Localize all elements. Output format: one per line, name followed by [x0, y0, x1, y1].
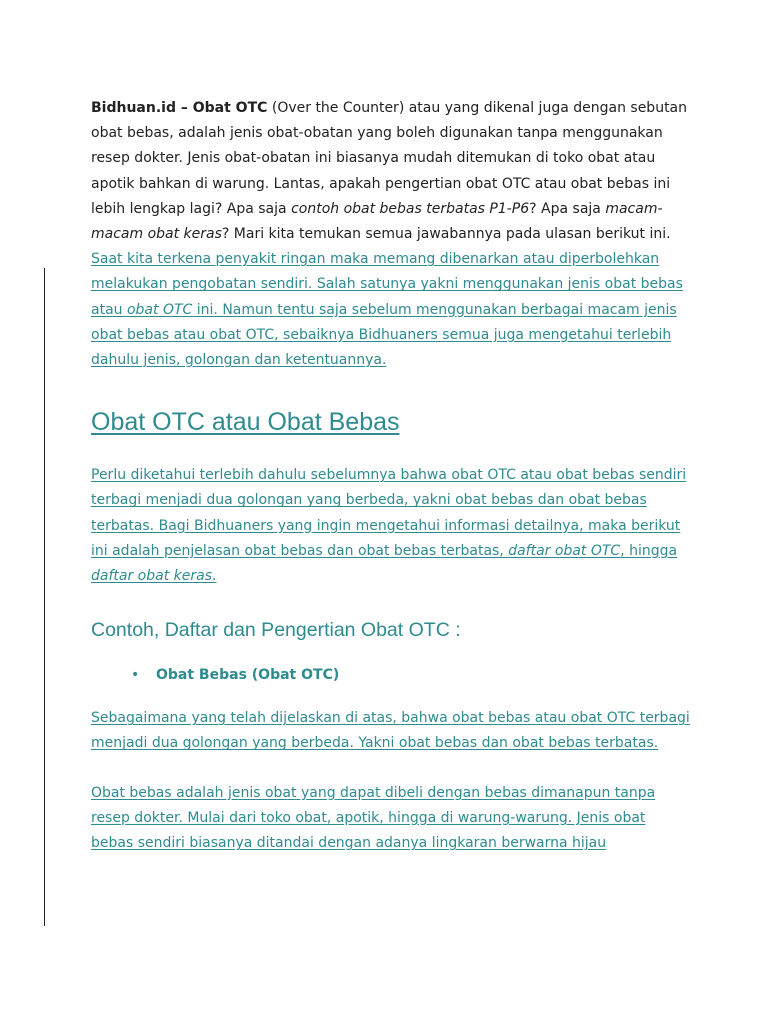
- heading-contoh-daftar: Contoh, Daftar dan Pengertian Obat OTC :: [91, 619, 461, 642]
- topic-name: Obat OTC: [192, 100, 268, 116]
- bullet-icon: •: [131, 667, 140, 684]
- margin-rule: [44, 268, 45, 926]
- heading-obat-otc[interactable]: Obat OTC atau Obat Bebas: [91, 408, 400, 437]
- para3-text-1: Perlu diketahui terlebih dahulu sebelumnya bahwa obat OTC atau obat bebas sendiri terbagi menjadi dua golongan yang berbeda, yakni obat bebas dan obat bebas terbatas. Bagi Bidhuaners yang ingin mengetahui informasi detailnya, maka berikut ini adalah penjelasan obat bebas dan obat bebas terbatas,: [91, 467, 687, 559]
- intro-text-1: (Over the Counter) atau yang dikenal juga dengan sebutan obat bebas, adalah jenis obat-obatan yang boleh digunakan tanpa menggunakan resep dokter. Jenis obat-obatan ini biasanya mudah ditemukan di toko obat atau apotik bahkan di warung. Lantas, apakah pengertian obat OTC atau obat bebas ini lebih lengkap lagi? Apa saja: [91, 100, 688, 217]
- intro-text-3: ? Mari kita temukan semua jawabannya pada ulasan berikut ini.: [221, 226, 671, 243]
- paragraph-self-medication[interactable]: [91, 247, 691, 373]
- intro-emphasis-2: macam-macam obat keras: [91, 200, 663, 243]
- para2-text-1: Saat kita terkena penyakit ringan maka memang dibenarkan atau diperbolehkan melakukan pengobatan sendiri. Salah satunya yakni menggunakan jenis obat bebas atau: [91, 251, 683, 318]
- paragraph-obat-bebas[interactable]: Obat bebas adalah jenis obat yang dapat dibeli dengan bebas dimanapun tanpa resep dokter. Mulai dari toko obat, apotik, hingga di warung-warung. Jenis obat bebas sendiri biasanya ditandai dengan adanya lingkaran berwarna hijau: [91, 784, 656, 852]
- para2-emphasis: obat OTC: [126, 301, 193, 318]
- brand-name: Bidhuan.id: [91, 100, 176, 116]
- para2-text-2: ini. Namun tentu saja sebelum menggunakan berbagai macam jenis obat bebas atau obat OTC, sebaiknya Bidhuaners semua juga mengetahui terlebih dahulu jenis, golongan dan ketentuannya.: [91, 301, 677, 369]
- para3-text-3: .: [212, 568, 217, 585]
- intro-emphasis-1: contoh obat bebas terbatas P1-P6: [291, 200, 530, 217]
- intro-paragraph: [91, 96, 691, 247]
- article-body: [91, 96, 691, 856]
- para3-emphasis-1: daftar obat OTC: [508, 542, 621, 559]
- paragraph-golongan[interactable]: [91, 463, 691, 589]
- list-item-obat-bebas: [91, 667, 691, 683]
- paragraph-penjelasan[interactable]: Sebagaimana yang telah dijelaskan di atas, bahwa obat bebas atau obat OTC terbagi menjadi dua golongan yang berbeda. Yakni obat bebas dan obat bebas terbatas.: [91, 710, 690, 752]
- intro-dash: –: [175, 100, 193, 116]
- para3-emphasis-2: daftar obat keras: [91, 568, 212, 585]
- intro-text-2: ? Apa saja: [529, 200, 606, 217]
- para3-text-2: , hingga: [620, 542, 678, 559]
- bullet-label: Obat Bebas (Obat OTC): [156, 667, 340, 684]
